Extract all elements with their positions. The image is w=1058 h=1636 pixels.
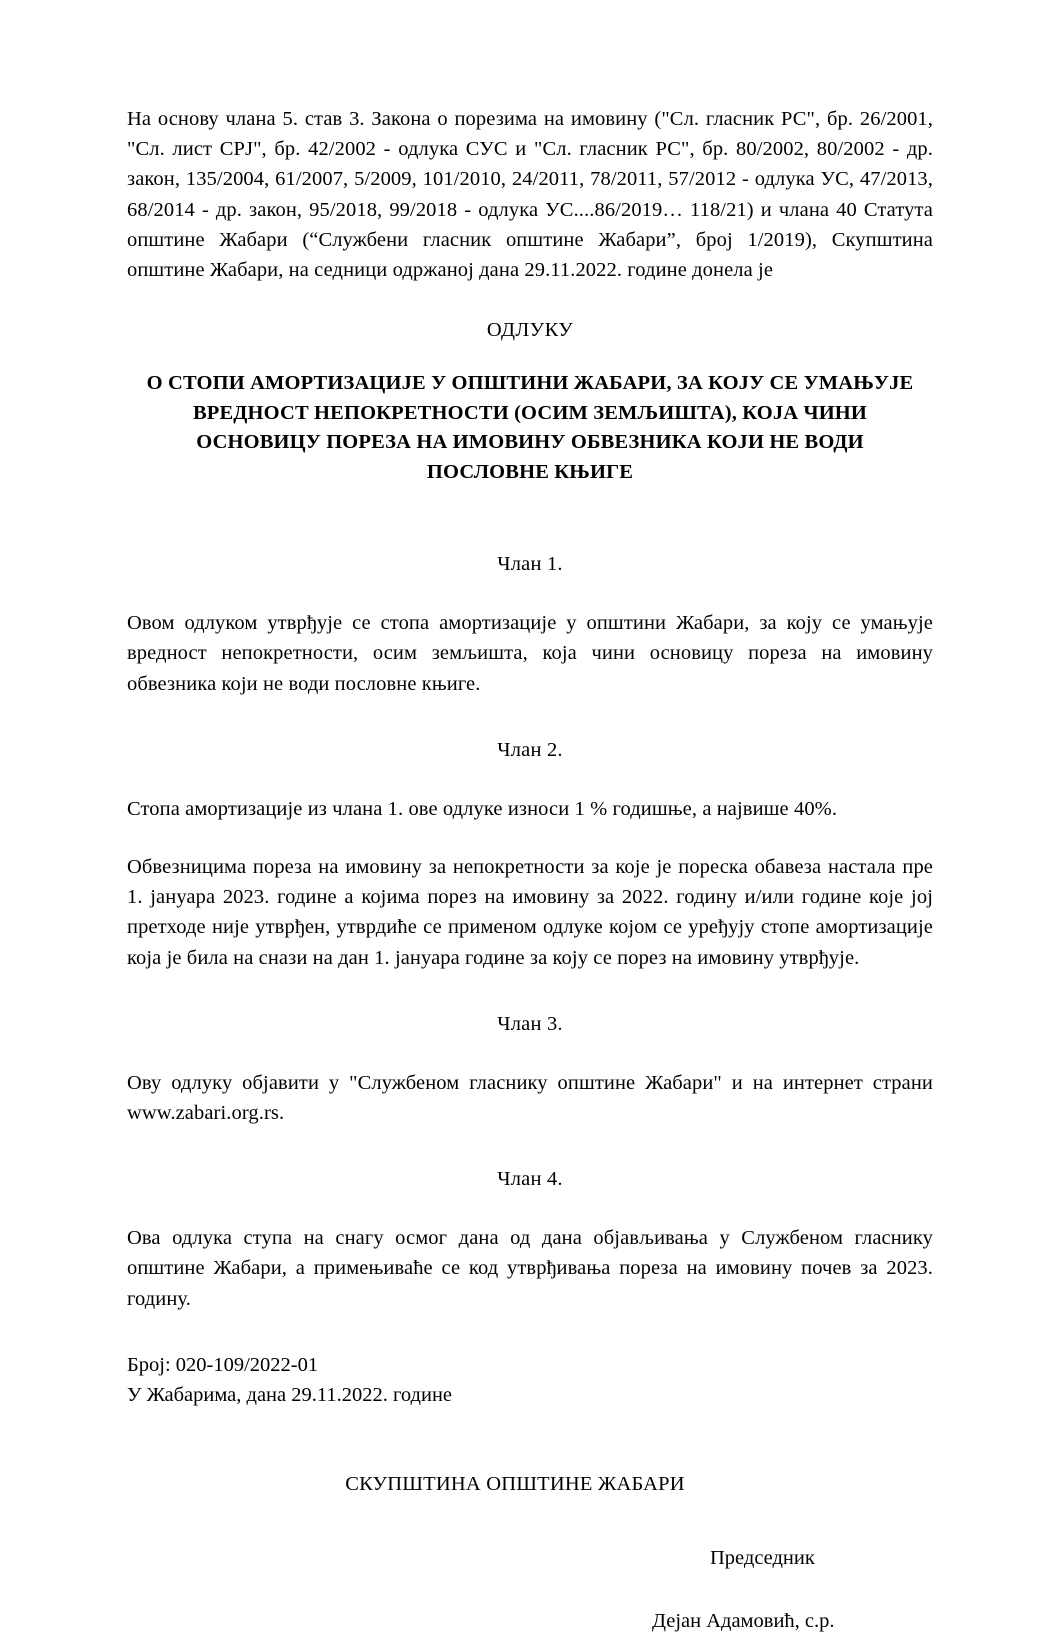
place-and-date: У Жабарима, дана 29.11.2022. године [127, 1384, 453, 1407]
decision-title-line-4: ПОСЛОВНЕ КЊИГЕ [426, 460, 634, 483]
decision-title-line-1: О СТОПИ АМОРТИЗАЦИЈЕ У ОПШТИНИ ЖАБАРИ, ЗА КОЈУ СЕ УМАЊУЈЕ [146, 372, 914, 395]
document-number: Број: 020-109/2022-01 [127, 1353, 319, 1376]
decision-title-line-2: ВРЕДНОСТ НЕПОКРЕТНОСТИ (ОСИМ ЗЕМЉИШТА), КОЈА ЧИНИ [192, 401, 867, 424]
article-3-heading: Члан 3. [497, 1012, 563, 1035]
signature-block [127, 1543, 933, 1636]
article-2-paragraph-1: Стопа амортизације из члана 1. ове одлуке износи 1 % годишње, а највише 40%. [127, 797, 838, 820]
article-1-paragraph-1: Овом одлуком утврђује се стопа амортизације у општини Жабари, за коју се умањује вредност непокретности, осим земљишта, која чини основицу пореза на имовину обвезника који не води пословне књиге. [127, 612, 933, 695]
signatory-name: Дејан Адамовић, с.р. [652, 1609, 835, 1632]
signatory-role: Председник [710, 1546, 815, 1569]
article-1-heading: Члан 1. [497, 553, 563, 576]
article-2-heading: Члан 2. [497, 738, 563, 761]
document-meta [127, 1350, 933, 1411]
article-4-paragraph-1: Ова одлука ступа на снагу осмог дана од дана објављивања у Службеном гласнику општине Жабари, а примењиваће се код утврђивања пореза на имовину почев за 2023. годину. [127, 1227, 933, 1310]
article-2-paragraph-2: Обвезницима пореза на имовину за непокретности за које је пореска обавеза настала пре 1. јануара 2023. године а којима порез на имовину за 2022. годину и/или године које јој претходе није утврђен, утврдиће се применом одлуке којом се уређују стопе амортизације која је била на снази на дан 1. јануара године за коју се порез на имовину утврђује. [127, 856, 933, 969]
document-content [127, 104, 933, 1636]
decision-title-line-3: ОСНОВИЦУ ПОРЕЗА НА ИМОВИНУ ОБВЕЗНИКА КОЈИ НЕ ВОДИ [196, 431, 864, 454]
article-4-heading: Члан 4. [497, 1168, 563, 1191]
decision-title [127, 369, 933, 487]
assembly-name: СКУПШТИНА ОПШТИНЕ ЖАБАРИ [345, 1472, 685, 1495]
intro-paragraph: На основу члана 5. став 3. Закона о порезима на имовину ("Сл. гласник РС", бр. 26/2001, "Сл. лист СРЈ", бр. 42/2002 - одлука СУС и "Сл. гласник РС", бр. 80/2002, 80/2002 - др. закон, 135/2004, 61/2007, 5/2009, 101/2010, 24/2011, 78/2011, 57/2012 - одлука УС, 47/2013, 68/2014 - др. закон, 95/2018, 99/2018 - одлука УС....86/2019… 118/21) и члана 40 Статута општине Жабари (“Службени гласник општине Жабари”, број 1/2019), Скупштина општине Жабари, на седници одржаној дана 29.11.2022. године донела је [127, 108, 933, 282]
article-3-paragraph-1: Ову одлуку објавити у "Службеном гласнику општине Жабари" и на интернет страни www.zabari.org.rs. [127, 1071, 933, 1125]
act-type-heading: ОДЛУКУ [486, 319, 574, 342]
